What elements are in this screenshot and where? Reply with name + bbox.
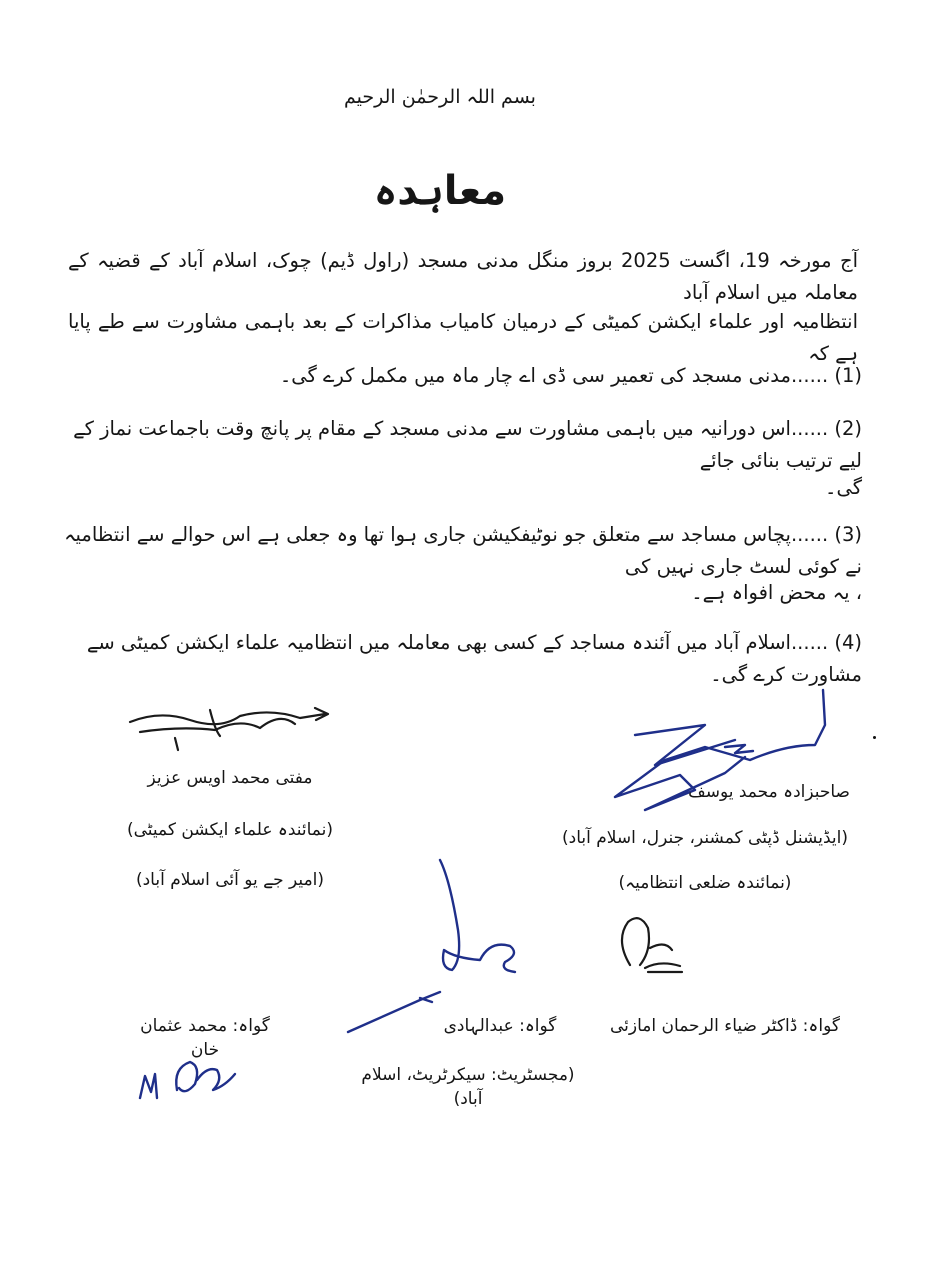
right-signatory-name: صاحبزادہ محمد یوسف (688, 782, 850, 802)
clause-number: (4) (834, 631, 862, 654)
left-signatory-role: (نمائندہ علماء ایکشن کمیٹی) (126, 820, 334, 840)
intro-line-2: انتظامیہ اور علماء ایکشن کمیٹی کے درمیان کامیاب مذاکرات کے بعد باہمی مشاورت سے طے پایا ہے کہ (68, 310, 858, 365)
clause-3 (62, 519, 862, 583)
clause-text: ......اس دورانیہ میں باہمی مشاورت سے مدنی مسجد کے مقام پر پانچ وقت باجماعت نماز کے لیے ترتیب بنائی جائے (73, 417, 862, 472)
clause-4 (62, 627, 862, 691)
clause-number: (2) (834, 417, 862, 440)
left-signature (120, 700, 340, 760)
clause-2-continuation: گی۔ (825, 476, 862, 499)
witness-3-label: گواہ: محمد عثمان خان (140, 1016, 270, 1060)
left-signatory-name: مفتی محمد اویس عزیز (147, 768, 313, 788)
witness-2-role: (مجسٹریٹ: سیکرٹریٹ، اسلام آباد) (361, 1065, 575, 1109)
clause-text: ......پچاس مساجد سے متعلق جو نوٹیفکیشن جاری ہوا تھا وہ جعلی ہے اس حوالے سے انتظامیہ نے کوئی لسٹ جاری نہیں کی (64, 523, 862, 578)
clause-number: (3) (834, 523, 862, 546)
bismillah-heading: بسم اللہ الرحمٰن الرحیم (344, 86, 536, 108)
clause-number: (1) (834, 364, 862, 387)
document-title: معاہدہ (373, 168, 507, 214)
clause-text: ......اسلام آباد میں آئندہ مساجد کے کسی بھی معاملہ میں انتظامیہ علماء ایکشن کمیٹی سے مشاورت کرے گی۔ (86, 631, 862, 686)
ink-dot (873, 736, 876, 739)
clause-3-continuation: ، یہ محض افواہ ہے۔ (691, 581, 862, 604)
right-signatory-role: (ایڈیشنل ڈپٹی کمشنر، جنرل، اسلام آباد) (562, 828, 848, 848)
witness-2-signature (340, 850, 570, 1040)
right-signatory-role-2: (نمائندہ ضلعی انتظامیہ) (618, 873, 792, 893)
clause-1 (62, 360, 862, 392)
right-signature (585, 685, 835, 825)
witness-1-label: گواہ: ڈاکٹر ضیاء الرحمان امازئی (610, 1016, 840, 1036)
intro-line-1: آج مورخہ 19، اگست 2025 بروز منگل مدنی مسجد (راول ڈیم) چوک، اسلام آباد کے قضیہ کے معاملہ میں اسلام آباد (68, 249, 858, 304)
witness-1-signature (610, 910, 690, 980)
clause-text: ......مدنی مسجد کی تعمیر سی ڈی اے چار ماہ میں مکمل کرے گی۔ (279, 364, 829, 387)
left-signatory-role-2: (امیر جے یو آئی اسلام آباد) (135, 870, 325, 890)
witness-3-signature (135, 1040, 245, 1105)
clause-2 (62, 413, 862, 477)
witness-2-label: گواہ: عبدالہادی (443, 1016, 557, 1036)
